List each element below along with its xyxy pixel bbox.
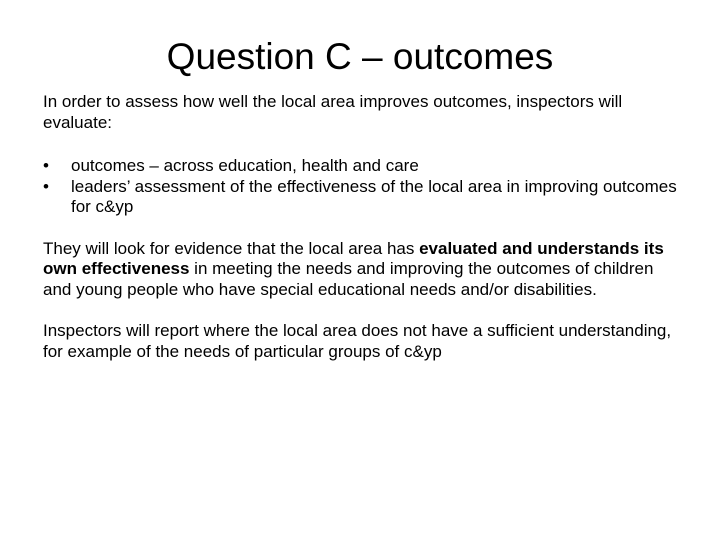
bullet-item xyxy=(43,177,683,218)
slide-title: Question C – outcomes xyxy=(166,36,554,77)
report-paragraph: Inspectors will report where the local area does not have a sufficient understanding, for example of the needs of particular groups of c&yp xyxy=(43,321,672,361)
slide-body xyxy=(43,92,683,362)
bullet-item xyxy=(43,156,683,177)
evidence-text-after: in meeting the needs and improving the outcomes of children and young people who have special educational needs and/or disabilities. xyxy=(43,259,654,299)
bullet-text: outcomes – across education, health and care xyxy=(71,156,419,175)
evidence-paragraph xyxy=(43,239,683,301)
evidence-bold-text: evaluated and understands its own effectiveness xyxy=(43,238,664,278)
evidence-text-before: They will look for evidence that the local area has xyxy=(43,238,420,258)
bullet-text: leaders’ assessment of the effectiveness of the local area in improving outcomes for c&yp xyxy=(71,176,677,216)
bullet-marker: • xyxy=(43,176,49,196)
intro-paragraph: In order to assess how well the local area improves outcomes, inspectors will evaluate: xyxy=(43,92,623,132)
bullet-marker: • xyxy=(43,156,49,175)
bullet-list xyxy=(43,156,683,218)
